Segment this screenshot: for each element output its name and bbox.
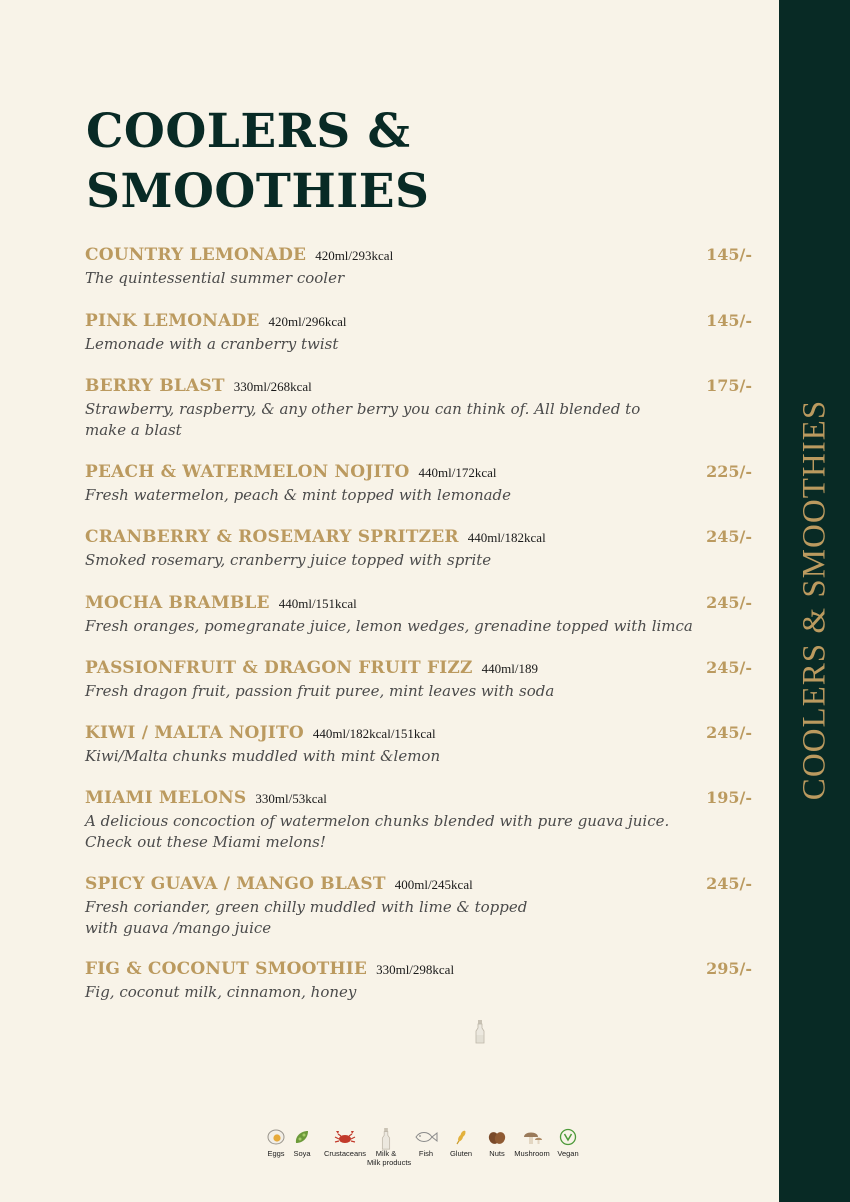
item-description: Fresh coriander, green chilly muddled with lime & topped with guava /mango juice [85,898,528,937]
legend-item-mushroom [513,1128,551,1158]
item-price: 245/- [706,593,752,612]
milk-bottle-icon [475,1020,485,1044]
legend-item-fish [411,1128,441,1158]
item-name: COUNTRY LEMONADE [85,245,307,265]
page-title-line-2: SMOOTHIES [86,164,430,219]
item-price: 145/- [706,245,752,264]
legend-label: Milk & [375,1149,397,1158]
item-price: 245/- [706,874,752,893]
item-volume: 400ml/245kcal [394,877,473,892]
item-name: MIAMI MELONS [85,788,247,808]
item-name: FIG & COCONUT SMOOTHIE [85,959,368,979]
nuts-icon [486,1128,508,1146]
legend-label: Fish [418,1149,434,1158]
item-name: MOCHA BRAMBLE [85,593,270,613]
item-name: KIWI / MALTA NOJITO [85,723,304,743]
item-volume: 440ml/151kcal [278,596,357,611]
item-name: SPICY GUAVA / MANGO BLAST [85,874,386,894]
item-description: Fresh dragon fruit, passion fruit puree, mint leaves with soda [85,682,555,700]
item-description: Smoked rosemary, cranberry juice topped with sprite [85,551,492,569]
menu-item [85,874,755,939]
item-volume: 420ml/296kcal [268,314,347,329]
menu-item [85,658,755,702]
item-price: 145/- [706,311,752,330]
item-price: 245/- [706,527,752,546]
legend-item-eggs [262,1128,290,1158]
menu-item [85,527,755,571]
item-description: Fresh watermelon, peach & mint topped with lemonade [85,486,512,504]
item-name: PINK LEMONADE [85,311,260,331]
egg-icon [266,1128,286,1146]
page-title [86,102,429,222]
crab-icon [334,1128,356,1146]
item-name: BERRY BLAST [85,376,225,396]
item-description: A delicious concoction of watermelon chunks blended with pure guava juice. Check out these Miami melons! [85,812,670,851]
item-volume: 440ml/182kcal [467,530,546,545]
menu-item [85,723,755,767]
vegan-icon [558,1128,578,1146]
legend-label: Mushroom [514,1149,550,1158]
item-description: Lemonade with a cranberry twist [85,335,339,353]
item-volume: 420ml/293kcal [315,248,394,263]
legend-item-nuts [482,1128,512,1158]
sidebar-section-label: COOLERS & SMOOTHIES [796,399,833,801]
legend-label: Eggs [267,1149,285,1158]
item-volume: 330ml/298kcal [376,962,455,977]
item-volume: 440ml/182kcal/151kcal [312,726,436,741]
menu-item [85,593,755,637]
item-description: Strawberry, raspberry, & any other berry you can think of. All blended to make a blast [85,400,641,439]
soya-icon [292,1128,312,1146]
wheat-icon [451,1128,471,1146]
item-name: CRANBERRY & ROSEMARY SPRITZER [85,527,459,547]
item-volume: 330ml/53kcal [255,791,327,806]
item-description: Kiwi/Malta chunks muddled with mint &lemon [85,747,441,765]
legend-item-vegan [553,1128,583,1158]
menu-item [85,788,755,853]
menu-item [85,959,755,1003]
item-description: The quintessential summer cooler [85,269,345,287]
legend-label: Soya [293,1149,311,1158]
legend-label: Gluten [449,1149,473,1158]
item-volume: 330ml/268kcal [233,379,312,394]
item-name: PASSIONFRUIT & DRAGON FRUIT FIZZ [85,658,473,678]
legend-label: Nuts [489,1149,505,1158]
menu-item [85,376,755,441]
legend-item-milk [367,1128,412,1167]
item-price: 245/- [706,658,752,677]
legend-item-crustaceans [320,1128,370,1158]
legend-label: Vegan [557,1149,579,1158]
item-volume: 440ml/189 [481,661,538,676]
item-description: Fig, coconut milk, cinnamon, honey [85,983,357,1001]
item-price: 195/- [706,788,752,807]
legend-item-gluten [446,1128,476,1158]
page-title-line-1: COOLERS & [86,104,411,159]
milk-bottle-icon [379,1128,393,1150]
item-price: 225/- [706,462,752,481]
legend-label-line-2: Milk products [367,1158,412,1167]
item-name: PEACH & WATERMELON NOJITO [85,462,410,482]
legend-label: Crustaceans [323,1149,367,1158]
fish-icon [413,1128,439,1146]
item-price: 175/- [706,376,752,395]
item-price: 245/- [706,723,752,742]
menu-item [85,462,755,506]
mushroom-icon [521,1128,543,1146]
menu-item [85,311,755,355]
menu-item [85,245,755,289]
item-price: 295/- [706,959,752,978]
legend-item-soya [290,1128,314,1158]
item-volume: 440ml/172kcal [418,465,497,480]
item-description: Fresh oranges, pomegranate juice, lemon wedges, grenadine topped with limca [85,617,693,635]
